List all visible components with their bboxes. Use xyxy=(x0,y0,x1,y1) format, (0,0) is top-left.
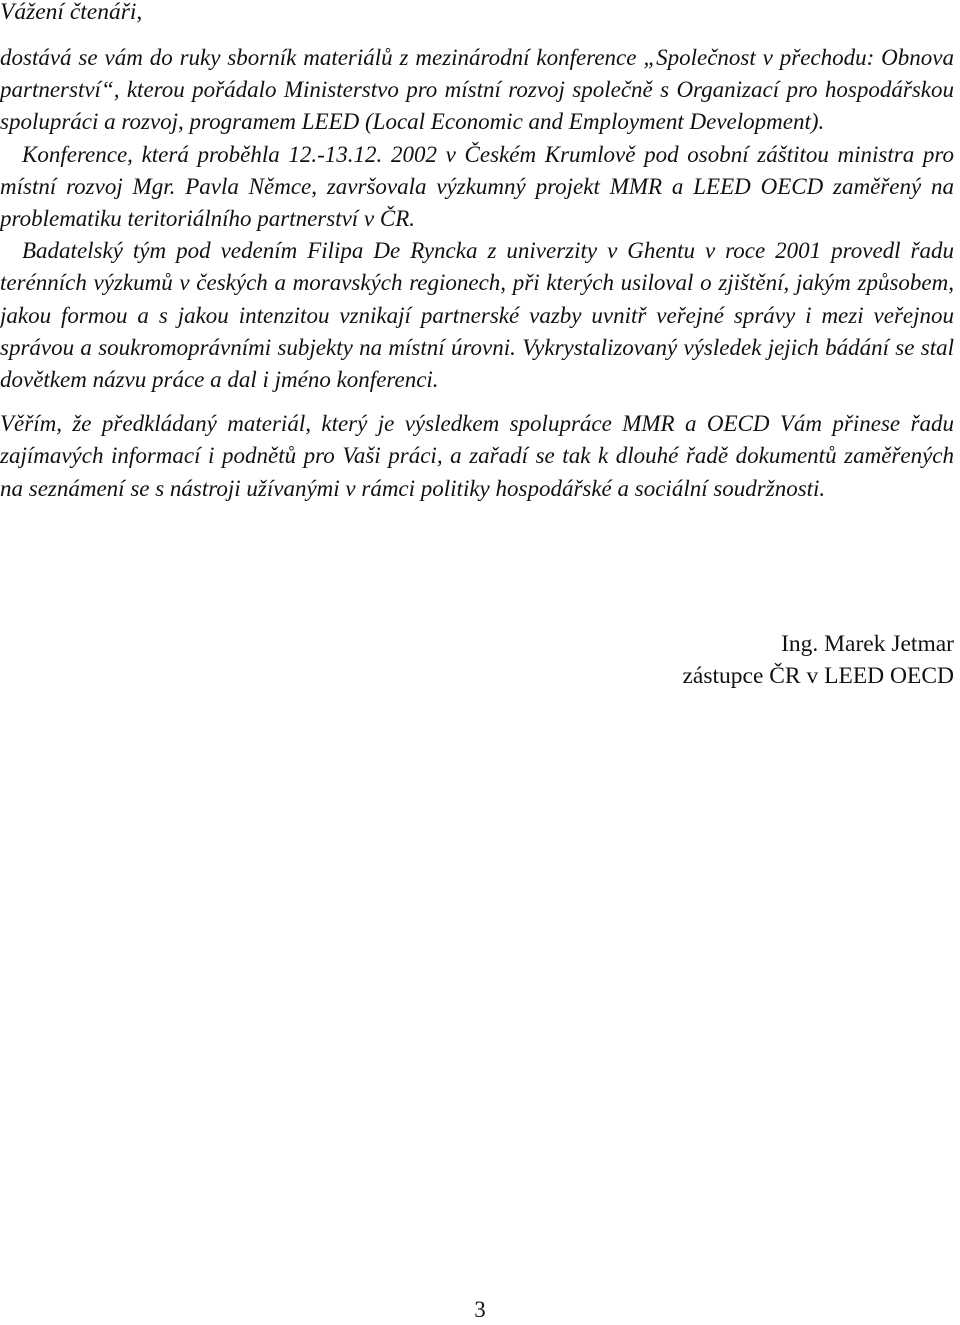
signature-name: Ing. Marek Jetmar xyxy=(781,631,954,657)
paragraph-conference: Konference, která proběhla 12.-13.12. 2002 v Českém Krumlově pod osobní záštitou ministra pro místní rozvoj Mgr. Pavla Němce, završovala výzkumný projekt MMR a LEED OECD zaměřený na problematiku teritoriálního partnerství v ČR. xyxy=(0,141,954,232)
paragraph-research-team: Badatelský tým pod vedením Filipa De Ryncka z univerzity v Ghentu v roce 2001 provedl řadu terénních výzkumů v českých a moravských regionech, při kterých usiloval o zjištění, jakým způsobem, jakou formou a s jakou intenzitou vznikají partnerské vazby uvnitř veřejné správy i mezi veřejnou správou a soukromoprávními subjekty na místní úrovni. Vykrystalizovaný výsledek jejich bádání se stal dovětkem názvu práce a dal i jméno konferenci. xyxy=(0,238,954,393)
signature-title: zástupce ČR v LEED OECD xyxy=(682,663,954,689)
page-number: 3 xyxy=(474,1297,486,1322)
letter-body xyxy=(0,42,954,505)
greeting: Vážení čtenáři, xyxy=(0,0,143,25)
paragraph-intro: dostává se vám do ruky sborník materiálů z mezinárodní konference „Společnost v přechodu: Obnova partnerství“, kterou pořádalo Ministerstvo pro místní rozvoj společně s Organizací pro hospodářskou spolupráci a rozvoj, programem LEED (Local Economic and Employment Development). xyxy=(0,45,954,135)
paragraph-closing: Věřím, že předkládaný materiál, který je výsledkem spolupráce MMR a OECD Vám přinese řadu zajímavých informací i podnětů pro Vaši práci, a zařadí se tak k dlouhé řadě dokumentů zaměřených na seznámení se s nástroji užívanými v rámci politiky hospodářské a sociální soudržnosti. xyxy=(0,411,954,501)
signature-block xyxy=(682,628,954,692)
